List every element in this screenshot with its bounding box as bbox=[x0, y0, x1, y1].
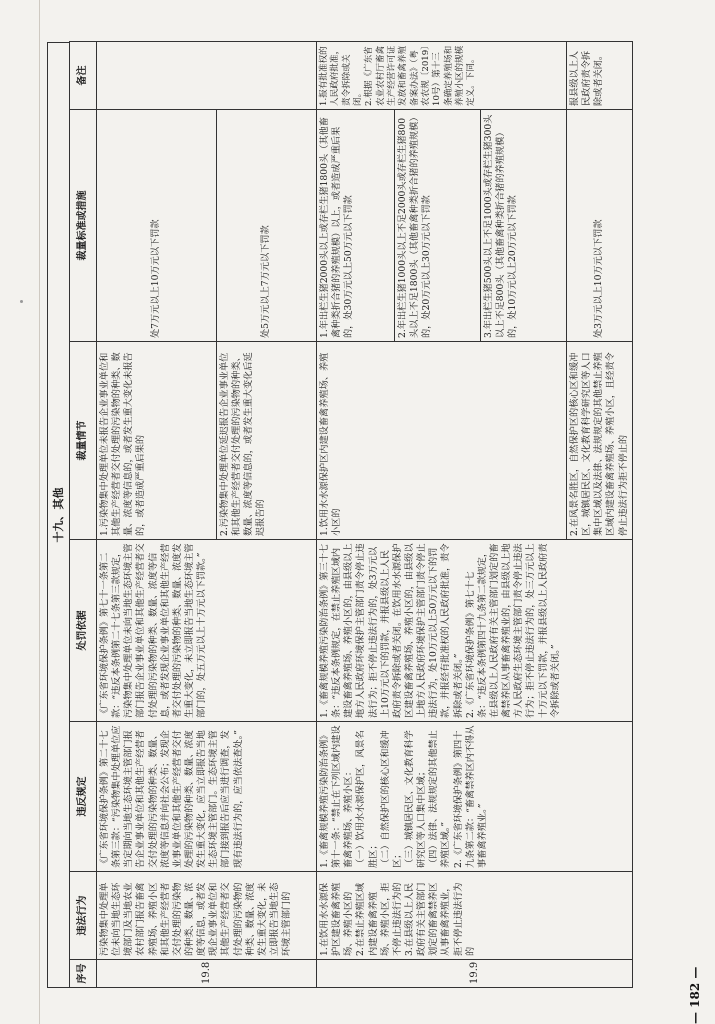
behavior-cell: 污染物集中处理单位未向当地生态环境部门及当地农业农村部门报告畜禽养殖场、养殖小区和其他生产经营者交付处理的污染物的种类、数量、浓度等信息，或者发现企业事业单位和其他生产经营者交付处理的污染物的种类、数量、浓度发生重大变化，未立即报告当地生态环境主管部门的 bbox=[97, 872, 317, 960]
standard-cell: 处5万元以上7万元以下罚款 bbox=[217, 110, 317, 342]
header-basis: 处罚依据 bbox=[70, 540, 97, 722]
basis-line: 2.《广东省环境保护条例》第七十七条：“违反本条例第四十九条第二款规定，在县级以上人民政府有关主管部门划定的畜禽禁养区从事畜禽养殖业的，由县级以上地方人民政府生态环境主管部门责令停止违法行为；拒不停止违法行为的，处三万元以上十万元以下罚款，并报县级以上人民政府责令拆除或者关闭。” bbox=[464, 543, 561, 718]
header-seq: 序号 bbox=[70, 960, 97, 988]
behavior-cell bbox=[317, 872, 633, 960]
table-row bbox=[97, 42, 217, 988]
row-id: 19.9 bbox=[317, 960, 633, 988]
header-circumstance: 裁量情节 bbox=[70, 342, 97, 540]
regulation-line: （四）法律、法规规定的其他禁止养殖区域。” bbox=[428, 730, 452, 868]
remark-cell bbox=[317, 42, 567, 110]
standard-cell: 2.年出栏生猪1000头以上不足2000头或存栏生猪800头以上不足1800头（其他畜禽种类折合猪的养殖规模）的，处20万元以上30万元以下罚款 bbox=[395, 110, 481, 341]
regulation-line: （一）饮用水水源保护区，风景名胜区； bbox=[355, 730, 379, 868]
binding-fold bbox=[39, 0, 40, 1024]
table-area bbox=[47, 42, 700, 988]
regulation-cell bbox=[317, 722, 633, 872]
standard-cell: 1.年出栏生猪2000头以上或存栏生猪1800头（其他畜禽种类折合猪的养殖规模）以上，或者造成严重后果的，处30万元以上50万元以下罚款 bbox=[317, 110, 395, 341]
regulation-line: 1.《畜禽规模养殖污染防治条例》第十一条：“禁止在下列区域内建设畜禽养殖场、养殖小区： bbox=[319, 725, 355, 868]
circumstance-cell: 1.污染物集中处理单位未报告企业事业单位和其他生产经营者交付处理的污染物的种类、数量、浓度等信息的，或者发生重大变化未报告的，或者造成严重后果的 bbox=[97, 342, 217, 540]
standard-cell: 处7万元以上10万元以下罚款 bbox=[97, 110, 217, 342]
regulation-line: （三）城镇居民区、文化教育科学研究区等人口集中区域； bbox=[403, 730, 428, 868]
standard-cell: 3.年出栏生猪500头以上不足1000头或存栏生猪300头以上不足800头（其他畜禽种类折合猪的养殖规模）的，处10万元以上20万元以下罚款 bbox=[483, 114, 519, 338]
remark-cell bbox=[97, 42, 317, 110]
table-row bbox=[317, 42, 567, 988]
penalty-table bbox=[69, 41, 633, 988]
circumstance-cell: 1.饮用水水源保护区内建设畜禽养殖场、养殖小区的 bbox=[317, 342, 567, 540]
header-regulation: 违反规定 bbox=[70, 722, 97, 872]
page-number: — 182 — bbox=[688, 966, 702, 1024]
section-title: 十九、其他 bbox=[47, 42, 69, 988]
regulation-line: （二）自然保护区的核心区和缓冲区； bbox=[379, 730, 403, 868]
behavior-line: 3.在县级以上人民政府有关主管部门划定的畜禽禁养区从事畜禽养殖业，拒不停止违法行为的 bbox=[403, 882, 476, 956]
basis-cell: 《广东省环境保护条例》第七十一条第二款：“违反本条例第二十七条第三款规定，污染物集中处理单位未向当地生态环境主管部门报告企业事业单位和其他生产经营者交付处理的污染物的种类、数量、浓度等信息，或者发现企业事业单位和其他生产经营者交付处理的污染物的种类、数量、浓度发生重大变化，未立即报告当地生态环境主管部门的，处五万元以上十万元以下罚款。” bbox=[97, 540, 317, 722]
rotated-page-content bbox=[47, 0, 700, 1024]
behavior-line: 1.在饮用水水源保护区建设畜禽养殖场、养殖小区的 bbox=[319, 882, 355, 956]
remark-line: 1.报有批准权的人民政府批准，责令拆除或关闭。 bbox=[319, 45, 364, 106]
header-remark: 备注 bbox=[70, 42, 97, 110]
circumstance-cell: 2.在风景名胜区，自然保护区的核心区和缓冲区，城镇居民区、文化教育科学研究区等人口集中区域以及法律、法规规定的其他禁止养殖区域内建设畜禽养殖场、养殖小区，且经责令停止违法行为拒不停止的 bbox=[567, 342, 633, 540]
remark-line: 2.根据《广东省农业农村厅畜禽生产经营许可证发放和畜禽养殖备案办法》（粤农农规〔2019〕10号）第十三条确定养殖场和养殖小区的规模定义。下同。 bbox=[364, 45, 477, 106]
standard-cell: 处3万元以上10万元以下罚款 bbox=[567, 110, 633, 342]
remark-cell: 报县级以上人民政府责令拆除或者关闭。 bbox=[567, 42, 633, 110]
header-behavior: 违法行为 bbox=[70, 872, 97, 960]
basis-cell bbox=[317, 540, 633, 722]
binding-hole bbox=[20, 300, 23, 303]
regulation-cell: 《广东省环境保护条例》第二十七条第三款：“污染物集中处理单位应当定期向当地生态环境主管部门报告企业事业单位和其他生产经营者交付处理的污染物的种类、数量、浓度等信息并向社会公布；发现企业事业单位和其他生产经营者交付处理的污染物的种类、数量、浓度发生重大变化，应当立即报告当地生态环境主管部门。生态环境主管部门接到报告后应当进行调查，发现有违法行为的，应当依法查处。” bbox=[97, 722, 317, 872]
behavior-line: 2.在禁止养殖区域内建设畜禽养殖场、养殖小区，拒不停止违法行为的 bbox=[355, 882, 403, 956]
basis-line: 1.《畜禽规模养殖污染防治条例》第三十七条：“违反本条例规定，在禁止养殖区域内建设畜禽养殖场、养殖小区的，由县级以上地方人民政府环境保护主管部门责令停止违法行为；拒不停止违法行为的，处3万元以上10万元以下的罚款，并报县级以上人民政府责令拆除或者关闭。在饮用水水源保护区建设畜禽养殖场、养殖小区的，由县级以上地方人民政府环境保护主管部门责令停止违法行为，处10万元以上50万元以下的罚款，并报经有批准权的人民政府批准，责令拆除或者关闭。” bbox=[319, 543, 464, 718]
regulation-line: 2.《广东省环境保护条例》第四十九条第二款：“畜禽禁养区内不得从事畜禽养殖业。” bbox=[452, 725, 488, 868]
row-id: 19.8 bbox=[97, 960, 317, 988]
header-standard: 裁量标准或措施 bbox=[70, 110, 97, 342]
standard-group-cell bbox=[317, 110, 567, 342]
circumstance-cell: 2.污染物集中处理单位延迟报告企业事业单位和其他生产经营者交付处理的污染物的种类、数量、浓度等信息的，或者发生重大变化后延迟报告的 bbox=[217, 342, 317, 540]
table-header-row bbox=[70, 42, 97, 988]
